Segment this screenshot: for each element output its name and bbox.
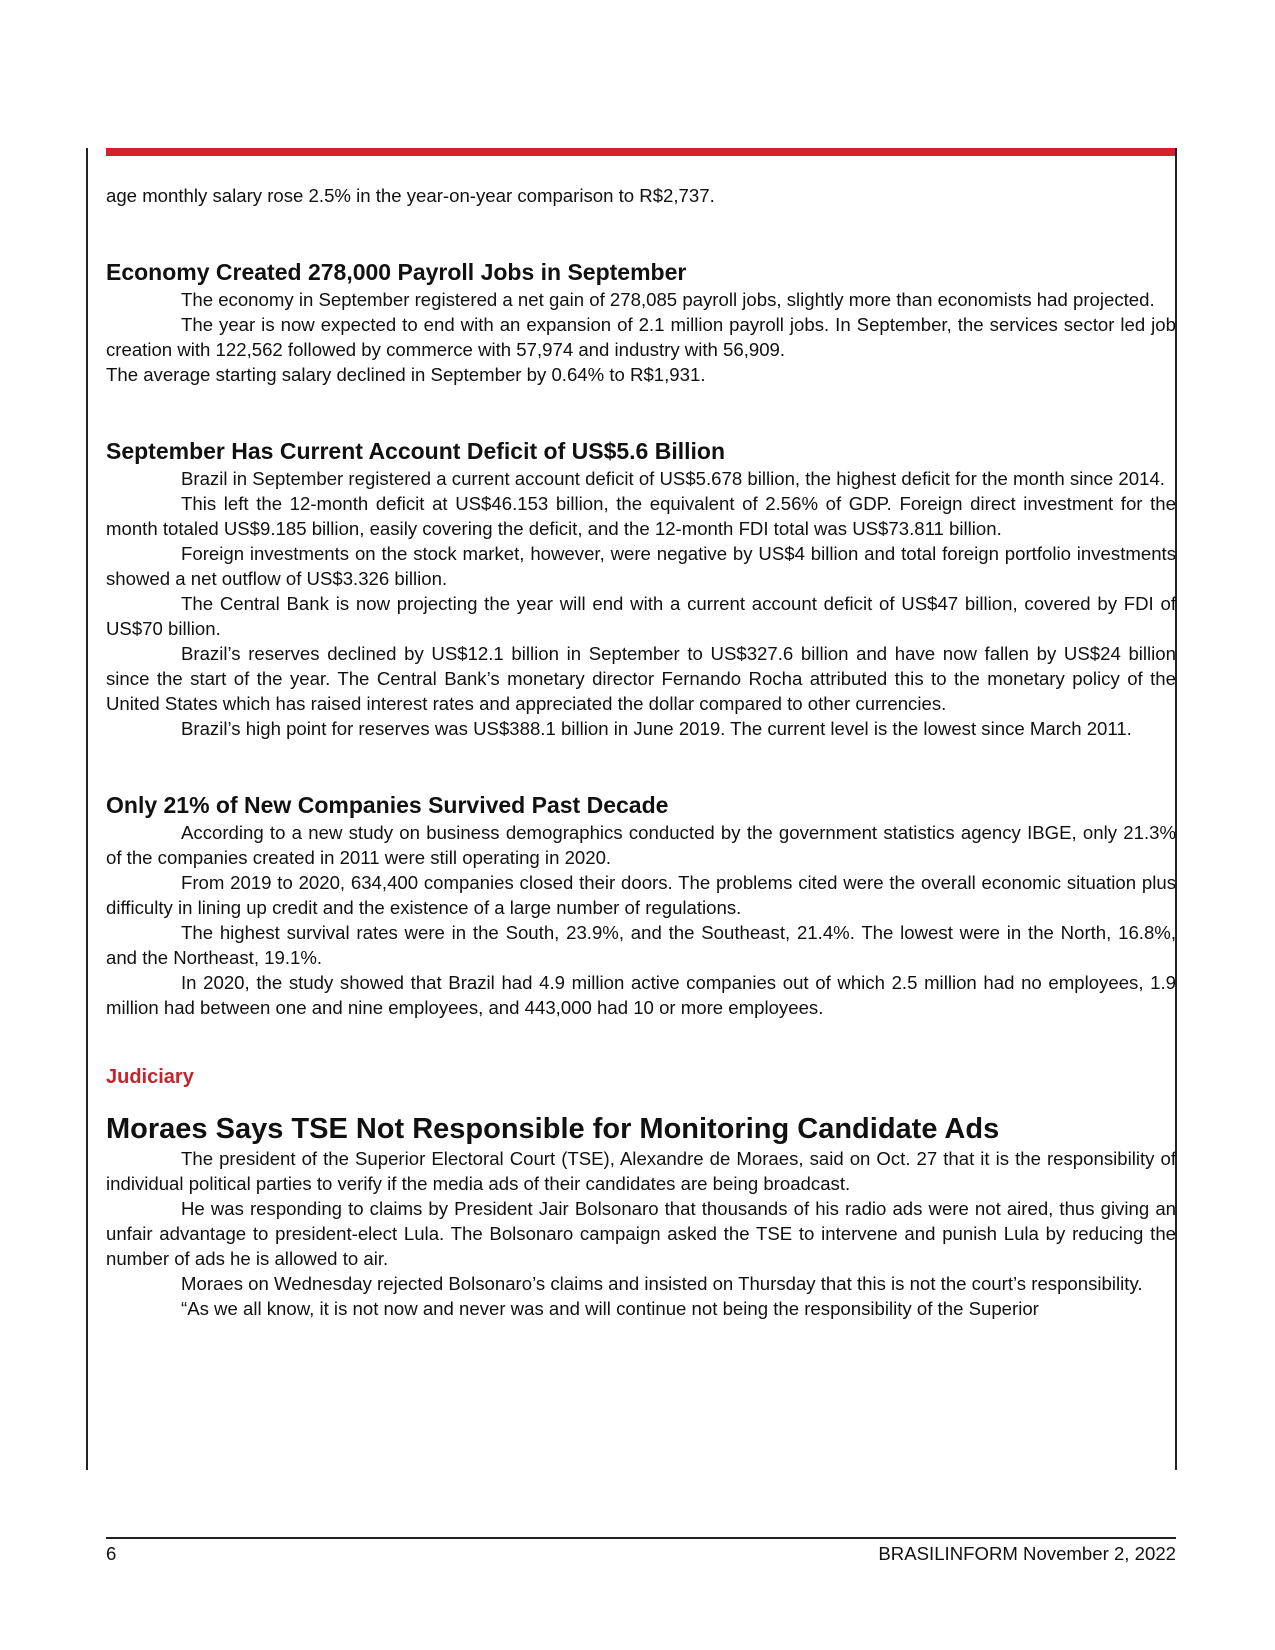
top-red-rule <box>106 148 1176 156</box>
article-headline: Only 21% of New Companies Survived Past Decade <box>106 792 669 818</box>
feature-paragraph: Moraes on Wednesday rejected Bolsonaro’s claims and insisted on Thursday that this is not the court’s responsibility. <box>181 1273 1143 1294</box>
article-headline: September Has Current Account Deficit of US$5.6 Billion <box>106 438 725 464</box>
feature-article <box>106 1112 1176 1321</box>
article-paragraph: Brazil in September registered a current account deficit of US$5.678 billion, the highest deficit for the month since 2014. <box>181 468 1165 489</box>
article-paragraph: From 2019 to 2020, 634,400 companies closed their doors. The problems cited were the overall economic situation plus difficulty in lining up credit and the existence of a large number of regulations. <box>106 872 1176 918</box>
article-paragraph: Foreign investments on the stock market, however, were negative by US$4 billion and total foreign portfolio investments showed a net outflow of US$3.326 billion. <box>106 543 1176 589</box>
article-paragraph: According to a new study on business demographics conducted by the government statistics agency IBGE, only 21.3% of the companies created in 2011 were still operating in 2020. <box>106 822 1176 868</box>
article-paragraph: Brazil’s reserves declined by US$12.1 billion in September to US$327.6 billion and have now fallen by US$24 billion since the start of the year. The Central Bank’s monetary director Fernando Rocha attributed this to the monetary policy of the United States which has raised interest rates and appreciated the dollar compared to other currencies. <box>106 643 1176 714</box>
article-paragraph: The highest survival rates were in the South, 23.9%, and the Southeast, 21.4%. The lowest were in the North, 16.8%, and the Northeast, 19.1%. <box>106 922 1176 968</box>
article-payroll-jobs <box>106 257 1176 387</box>
section-label-judiciary: Judiciary <box>106 1066 194 1088</box>
article-paragraph: In 2020, the study showed that Brazil had 4.9 million active companies out of which 2.5 million had no employees, 1.9 million had between one and nine employees, and 443,000 had 10 or more employees. <box>106 972 1176 1018</box>
article-paragraph: This left the 12-month deficit at US$46.153 billion, the equivalent of 2.56% of GDP. Foreign direct investment for the month totaled US$9.185 billion, easily covering the deficit, and the 12-month FDI total was US$73.811 billion. <box>106 493 1176 539</box>
feature-paragraph: He was responding to claims by President Jair Bolsonaro that thousands of his radio ads were not aired, thus giving an unfair advantage to president-elect Lula. The Bolsonaro campaign asked the TSE to intervene and punish Lula by reducing the number of ads he is allowed to air. <box>106 1198 1176 1269</box>
article-headline: Economy Created 278,000 Payroll Jobs in September <box>106 259 687 285</box>
publication-footer: BRASILINFORM November 2, 2022 <box>878 1543 1176 1564</box>
left-border-rule <box>86 148 88 1470</box>
page-number: 6 <box>106 1543 117 1564</box>
article-paragraph: The average starting salary declined in September by 0.64% to R$1,931. <box>106 364 706 385</box>
lead-paragraph: age monthly salary rose 2.5% in the year-on-year comparison to R$2,737. <box>106 185 715 206</box>
feature-headline: Moraes Says TSE Not Responsible for Monitoring Candidate Ads <box>106 1113 1000 1145</box>
article-company-survival <box>106 790 1176 1020</box>
article-paragraph: The Central Bank is now projecting the year will end with a current account deficit of US$47 billion, covered by FDI of US$70 billion. <box>106 593 1176 639</box>
feature-paragraph: “As we all know, it is not now and never was and will continue not being the responsibility of the Superior <box>181 1298 1039 1319</box>
article-paragraph: The economy in September registered a net gain of 278,085 payroll jobs, slightly more than economists had projected. <box>181 289 1155 310</box>
article-paragraph: Brazil’s high point for reserves was US$388.1 billion in June 2019. The current level is the lowest since March 2011. <box>181 718 1132 739</box>
footer-rule <box>106 1537 1176 1539</box>
feature-paragraph: The president of the Superior Electoral Court (TSE), Alexandre de Moraes, said on Oct. 27 that it is the responsibility of individual political parties to verify if the media ads of their candidates are being broadcast. <box>106 1148 1176 1194</box>
page-content <box>106 183 1176 1321</box>
article-current-account <box>106 436 1176 741</box>
article-paragraph: The year is now expected to end with an expansion of 2.1 million payroll jobs. In September, the services sector led job creation with 122,562 followed by commerce with 57,974 and industry with 56,909. <box>106 314 1176 360</box>
